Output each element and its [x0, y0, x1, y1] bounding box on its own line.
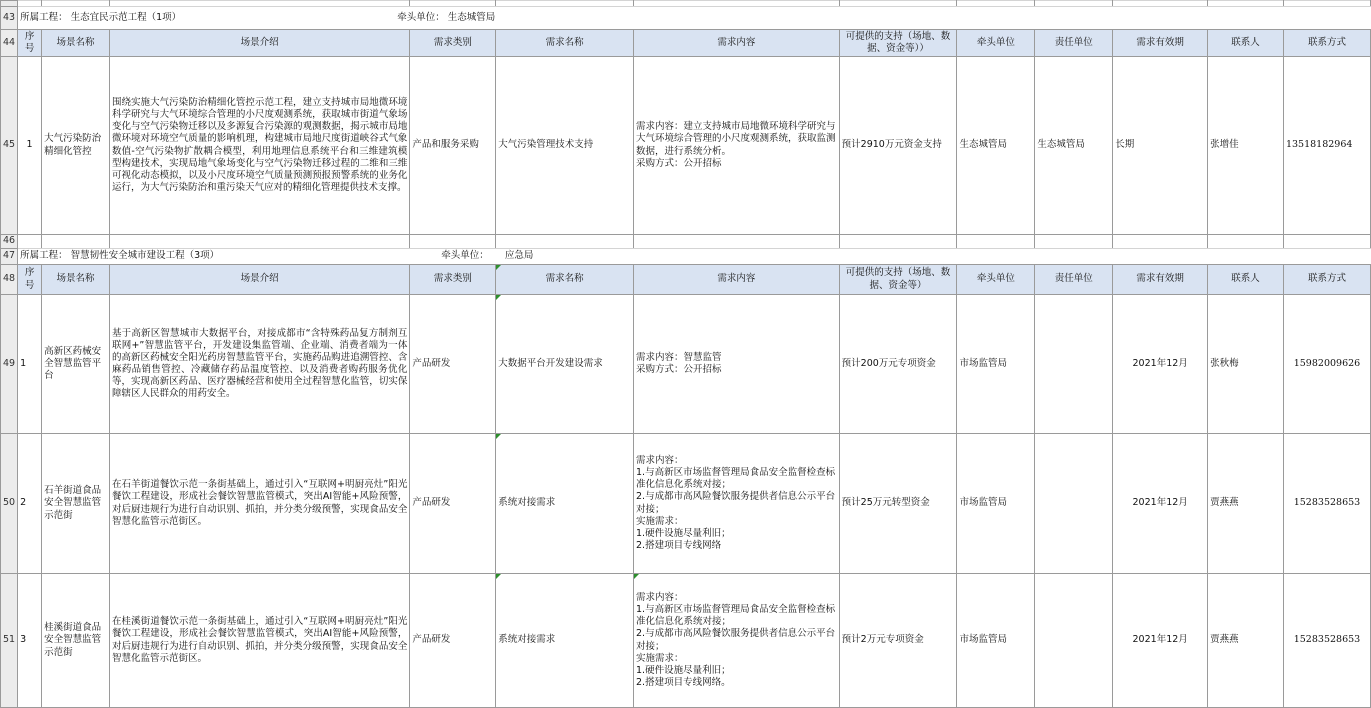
row-number[interactable]: 47 — [1, 249, 18, 265]
cell-category[interactable]: 产品研发 — [410, 295, 496, 434]
cell-intro[interactable]: 围绕实施大气污染防治精细化管控示范工程，建立支持城市局地微环境科学研究与大气环境综合管理的小尺度观测系统，获取城市街道气象场变化与空气污染物迁移以及多源复合污染源的观测数据，揭示城市局地微环境对环境空气质量的影响机理，构建城市局地尺度街道峡谷式气象数值-空气污染物扩散耦合模型，利用地理信息系统平台和三维建筑模型构建技术，实现局地气象场变化与空气污染物迁移过程的二维和三维可视化动态模拟，以及小尺度环境空气质量预测预报预警系统的业务化运行，为大气污染防治和重污染天气应对的精细化管理提供技术支撑。 — [109, 57, 409, 235]
cell-need-content[interactable] — [634, 434, 840, 574]
cell-intro[interactable]: 在桂溪街道餐饮示范一条街基础上，通过引入“互联网+明厨亮灶”阳光餐饮工程建设，形成社会餐饮智慧监管模式，突出AI智能+风险预警，对后厨违规行为进行自动识别、抓拍，并分类分级预警，实现食品安全智慧化监管示范街区。 — [109, 574, 409, 708]
cell-need-content[interactable] — [634, 57, 840, 235]
cell-support[interactable]: 预计25万元转型资金 — [839, 434, 957, 574]
col-header-seq[interactable]: 序号 — [18, 30, 42, 57]
col-header-need-content[interactable]: 需求内容 — [634, 30, 840, 57]
cell-need-content[interactable] — [634, 574, 840, 708]
cell-scene[interactable]: 桂溪街道食品安全智慧监管示范街 — [42, 574, 110, 708]
cell-lead[interactable]: 市场监管局 — [957, 574, 1035, 708]
cell-need-name[interactable]: 系统对接需求 — [496, 434, 634, 574]
col-header-resp[interactable]: 责任单位 — [1035, 265, 1113, 295]
cell-intro[interactable]: 基于高新区智慧城市大数据平台，对接成都市“含特殊药品复方制剂互联网+”智慧监管平台，开发建设集监管端、企业端、消费者端为一体的高新区药械安全阳光药房智慧监管平台，实施药品购进追溯管控、含麻药品销售管控、冷藏储存药品温度管控、以及消费者购药服务优化等，实现高新区药品、医疗器械经营和使用全过程智慧化监管，切实保障辖区人民群众的用药安全。 — [109, 295, 409, 434]
cell-contact[interactable]: 张增佳 — [1208, 57, 1284, 235]
col-header-need-name[interactable]: 需求名称 — [496, 265, 634, 295]
project-name: 智慧韧性安全城市建设工程（3项） — [70, 250, 220, 262]
need-line: 需求内容： — [636, 591, 684, 603]
col-header-need-content[interactable]: 需求内容 — [634, 265, 840, 295]
cell-lead[interactable]: 市场监管局 — [957, 434, 1035, 574]
cell-category[interactable]: 产品研发 — [410, 574, 496, 708]
row-number[interactable]: 46 — [1, 235, 18, 249]
col-header-intro[interactable]: 场景介绍 — [109, 30, 409, 57]
need-line: 2.搭建项目专线网络 — [636, 539, 722, 551]
cell-validity[interactable]: 2021年12月 — [1113, 434, 1208, 574]
cell-lead[interactable]: 市场监管局 — [957, 295, 1035, 434]
row-number[interactable]: 51 — [1, 574, 18, 708]
col-header-validity[interactable]: 需求有效期 — [1113, 30, 1208, 57]
cell-contact[interactable]: 张秋梅 — [1208, 295, 1284, 434]
cell-phone[interactable]: 15283528653 — [1283, 434, 1370, 574]
cell-need-name[interactable]: 大数据平台开发建设需求 — [496, 295, 634, 434]
lead-label: 牵头单位： — [441, 250, 489, 262]
col-header-category[interactable]: 需求类别 — [410, 265, 496, 295]
project-label: 所属工程： — [20, 11, 68, 23]
need-line: 采购方式：公开招标 — [636, 364, 722, 375]
cell-contact[interactable]: 贾燕燕 — [1208, 574, 1284, 708]
col-header-category[interactable]: 需求类别 — [410, 30, 496, 57]
lead-name: 生态城管局 — [447, 11, 496, 23]
cell-contact[interactable]: 贾燕燕 — [1208, 434, 1284, 574]
need-line: 2.与成都市高风险餐饮服务提供者信息公示平台对接； — [636, 491, 836, 515]
need-line: 需求内容：建立支持城市局地微环境科学研究与大气环境综合管理的小尺度观测系统，获取监测数据，进行系统分析。 — [636, 121, 836, 157]
cell-category[interactable]: 产品研发 — [410, 434, 496, 574]
cell-lead[interactable]: 生态城管局 — [957, 57, 1035, 235]
cell-need-name[interactable]: 系统对接需求 — [496, 574, 634, 708]
row-number[interactable]: 48 — [1, 265, 18, 295]
cell-need-content[interactable] — [634, 295, 840, 434]
need-line: 1.硬件设施尽量利旧； — [636, 664, 731, 676]
cell-validity[interactable]: 长期 — [1113, 57, 1208, 235]
col-header-support[interactable]: 可提供的支持（场地、数据、资金等） — [839, 265, 957, 295]
need-line: 实施需求： — [636, 652, 684, 664]
col-header-contact[interactable]: 联系人 — [1208, 265, 1284, 295]
cell-category[interactable]: 产品和服务采购 — [410, 57, 496, 235]
cell-phone[interactable]: 15982009626 — [1283, 295, 1370, 434]
cell-resp[interactable] — [1035, 434, 1113, 574]
col-header-seq[interactable]: 序号 — [18, 265, 42, 295]
cell-phone[interactable]: 13518182964 — [1283, 57, 1370, 235]
group-header-2[interactable] — [18, 249, 1371, 265]
cell-support[interactable]: 预计2910万元资金支持 — [839, 57, 957, 235]
group-header-1[interactable] — [18, 7, 1371, 30]
need-line: 需求内容：智慧监管 — [636, 351, 722, 363]
col-header-validity[interactable]: 需求有效期 — [1113, 265, 1208, 295]
need-line: 采购方式：公开招标 — [636, 157, 722, 169]
cell-resp[interactable] — [1035, 574, 1113, 708]
cell-intro[interactable]: 在石羊街道餐饮示范一条街基础上，通过引入“互联网+明厨亮灶”阳光餐饮工程建设，形成社会餐饮智慧监管模式，突出AI智能+风险预警，对后厨违规行为进行自动识别、抓拍，并分类分级预警，实现食品安全智慧化监管示范街区。 — [109, 434, 409, 574]
cell-scene[interactable]: 石羊街道食品安全智慧监管示范街 — [42, 434, 110, 574]
col-header-lead[interactable]: 牵头单位 — [957, 265, 1035, 295]
cell-support[interactable]: 预计200万元专项资金 — [839, 295, 957, 434]
need-line: 1.硬件设施尽量利旧； — [636, 527, 731, 539]
col-header-scene[interactable]: 场景名称 — [42, 265, 110, 295]
col-header-lead[interactable]: 牵头单位 — [957, 30, 1035, 57]
col-header-phone[interactable]: 联系方式 — [1283, 30, 1370, 57]
col-header-contact[interactable]: 联系人 — [1208, 30, 1284, 57]
lead-name: 应急局 — [504, 250, 534, 262]
need-line: 1.与高新区市场监督管理局食品安全监督检查标准化信息化系统对接； — [636, 467, 836, 491]
row-number[interactable]: 49 — [1, 295, 18, 434]
row-number[interactable]: 43 — [1, 7, 18, 30]
need-line: 实施需求： — [636, 515, 684, 527]
row-number[interactable]: 45 — [1, 57, 18, 235]
need-line: 2.搭建项目专线网络。 — [636, 676, 731, 688]
project-name: 生态宜民示范工程（1项） — [70, 11, 182, 23]
need-line: 1.与高新区市场监督管理局食品安全监督检查标准化信息化系统对接； — [636, 604, 836, 628]
need-line: 需求内容： — [636, 454, 684, 466]
cell-need-name[interactable]: 大气污染管理技术支持 — [496, 57, 634, 235]
cell-seq[interactable]: 1 — [18, 57, 42, 235]
row-number[interactable]: 44 — [1, 30, 18, 57]
cell-seq[interactable]: 1 — [18, 295, 42, 434]
cell-support[interactable]: 预计2万元专项资金 — [839, 574, 957, 708]
col-header-need-name[interactable]: 需求名称 — [496, 30, 634, 57]
cell-resp[interactable]: 生态城管局 — [1035, 57, 1113, 235]
need-line: 2.与成都市高风险餐饮服务提供者信息公示平台对接； — [636, 628, 836, 652]
row-number[interactable]: 50 — [1, 434, 18, 574]
col-header-phone[interactable]: 联系方式 — [1283, 265, 1370, 295]
col-header-scene[interactable]: 场景名称 — [42, 30, 110, 57]
cell-validity[interactable]: 2021年12月 — [1113, 295, 1208, 434]
col-header-intro[interactable]: 场景介绍 — [109, 265, 409, 295]
cell-scene[interactable]: 大气污染防治精细化管控 — [42, 57, 110, 235]
cell-seq[interactable]: 3 — [18, 574, 42, 708]
col-header-support[interactable]: 可提供的支持（场地、数据、资金等）） — [839, 30, 957, 57]
col-header-resp[interactable]: 责任单位 — [1035, 30, 1113, 57]
cell-resp[interactable] — [1035, 295, 1113, 434]
cell-validity[interactable]: 2021年12月 — [1113, 574, 1208, 708]
project-label: 所属工程： — [20, 250, 68, 262]
cell-scene[interactable]: 高新区药械安全智慧监管平台 — [42, 295, 110, 434]
cell-phone[interactable]: 15283528653 — [1283, 574, 1370, 708]
cell-seq[interactable]: 2 — [18, 434, 42, 574]
lead-label: 牵头单位： — [397, 11, 445, 23]
